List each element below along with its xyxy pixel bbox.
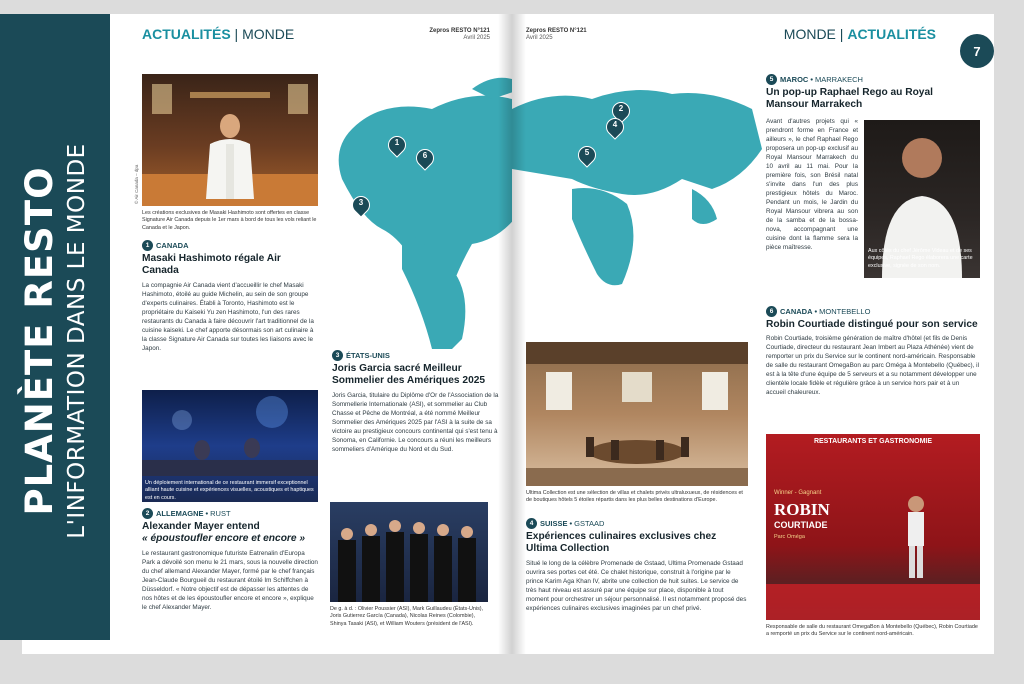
side-band-text [5,41,105,641]
photo-caption-3: De g. à d. : Olivier Poussier (ASI), Mark Guillaudeu (États-Unis), Joris Gutierrez García (Canada), Nicolas Reines (Colombie), Shinya Tasaki (ASI), et William Wouters (président de l'ASI). [330,606,484,627]
right-page [512,14,994,654]
photo-raphael-rego [864,120,980,278]
map-pin-5: 5 [578,146,596,168]
chef-illustration [142,74,318,206]
award-winner-figure [766,434,980,620]
map-pin-4: 4 [606,118,624,140]
article-headline: Un pop-up Raphael Rego au Royal Mansour Marrakech [766,87,933,111]
article-tag: 6 CANADA • MONTEBELLO [766,306,980,317]
article-body: Situé le long de la célèbre Promenade de Gstaad, Ultima Promenade Gstaad ouvrira ses portes cet été. Ce chalet historique, construit à l'origine par le prince Karim Aga Khan IV, abrite une collection de huit suites. Le service de très haut niveau est assuré par une équipe sur place, disponible à tout moment pour orchestrer un séjour personnalisé. Il est notamment proposé des expériences culinaires exclusives imaginées par un chef privé. [526,559,747,612]
page-number: 7 [960,34,994,68]
article-tag: 5 MAROC • MARRAKECH [766,74,972,85]
article-body: Joris Garcia, titulaire du Diplôme d'Or de l'Association de la Sommellerie Internationale (ASI), et sommelier au Club Chasse et Pêche de Montréal, a été nommé Meilleur Sommelier des Amériques 2025 par l'ASI à la suite de sa victoire au prestigieux concours continental qui s'est tenu à Sonoma, en Californie. Le concours a réuni les meilleurs sommeliers d'Amérique du Nord et du Sud. [332,391,499,453]
article-body: Le restaurant gastronomique futuriste Eatrenalin d'Europa Park a dévoilé son menu le 21 mars, sous la nouvelle direction du chef allemand Alexander Mayer, formé par le chef français Jean-Claude Bourgueil du restaurant étoilé Im Schiffchen à Düsseldorf. « Notre objectif est de dépasser les attentes de nos hôtes et de les époustoufler encore et encore », explique le chef Alexander Mayer. [142,549,318,611]
award-banner: RESTAURANTS ET GASTRONOMIE [813,438,933,445]
article-canada-air [142,240,318,353]
article-etats-unis [332,350,502,454]
map-pin-6: 6 [416,149,434,171]
photo-caption-6: Responsable de salle du restaurant OmegaBon à Montebello (Québec), Robin Courtiade a remporté un prix du Service sur le continent nord-américain. [766,624,978,638]
group-people [330,502,488,602]
award-name-first: ROBIN [774,500,830,519]
side-band [0,14,110,640]
article-suisse [526,518,748,613]
photo-ultima-chalet [526,342,748,486]
article-body: La compagnie Air Canada vient d'accueillir le chef Masaki Hashimoto, étoilé au guide Michelin, au sein de son groupe d'experts culinaires. Établi à Toronto, Hashimoto est le propriétaire du Kaiseki Yu zen Hashimoto, l'un des rares restaurants du Canada à faire découvrir l'art traditionnel de la cuisine kaiseki. Le chef apporte désormais son art culinaire à la classe Signature Air Canada sur toutes les liaisons avec le Japon. [142,281,314,352]
article-maroc [766,74,972,115]
article-allemagne [142,508,318,612]
article-tag: 1 CANADA [142,240,318,251]
award-name-last: COURTIADE [774,520,828,530]
photo-caption-1: Les créations exclusives de Masaki Hashimoto sont offertes en classe Signature Air Canada depuis le 1er mars à bord de tous les vols reliant le Canada et le Japon. [142,210,317,231]
article-headline: Expériences culinaires exclusives chez Ultima Collection [526,531,717,555]
side-band-subtitle: L'INFORMATION DANS LE MONDE [63,143,90,539]
article-headline: Robin Courtiade distingué pour son service [766,319,978,330]
world-map-right [512,69,772,299]
award-winner-label: Winner - Gagnant [774,490,822,496]
photo-masaki-hashimoto [142,74,318,206]
photo-caption-5: Aux côtés du chef Jérôme Videau et de ses équipes, Raphael Rego élaborera une carte exclusive, signée de son nom. [868,248,973,269]
photo-robin-courtiade [766,434,980,620]
article-tag: 4 SUISSE • GSTAAD [526,518,748,529]
running-head-left: Zepros RESTO N°121 Avril 2025 [429,28,490,42]
section-rubric-right: MONDE | ACTUALITÉS [783,26,936,42]
map-pin-2: 2 [612,102,630,124]
article-tag: 2 ALLEMAGNE • RUST [142,508,318,519]
article-tag: 3 ÉTATS-UNIS [332,350,502,361]
photo-sommeliers [330,502,488,602]
photo-credit: © Air Canada – dpa [134,164,139,204]
section-rubric-left: ACTUALITÉS | MONDE [142,26,295,42]
article-body: Robin Courtiade, troisième génération de maître d'hôtel (et fils de Denis Courtiade, directeur du restaurant Jean Imbert au Plaza Athénée) vient de remporter un prix du Service sur le continent nord-américain. Responsable de salle du restaurant OmegaBon au parc Oméga à Montebello (Québec), il est à la tête d'une équipe de 5 serveurs et a su notamment développer une clientèle locale fidèle et régulière grâce à un service hors pair et à un accueil chaleureux. [766,335,979,397]
world-map-left [322,69,512,349]
map-pin-3: 3 [352,196,370,218]
photo-caption-4: Ultima Collection est une sélection de villas et chalets privés ultraluxueux, de résidences et de boutiques hôtels 5 étoiles répartis dans les plus belles destinations d'Europe. [526,490,743,504]
chalet-interior [526,342,748,486]
award-venue: Parc Oméga [774,534,805,540]
article-headline: Masaki Hashimoto régale Air Canada [142,253,281,277]
photo-caption-2: Un déploiement international de ce restaurant immersif exceptionnel alliant haute cuisine et expériences visuelles, acoustiques et haptiques est en cours. [145,480,314,501]
page-fold [498,14,526,654]
running-head-right: Zepros RESTO N°121 Avril 2025 [526,28,587,42]
side-band-title: PLANÈTE RESTO [17,166,61,516]
photo-eatrenalin [142,390,318,502]
map-pin-1: 1 [388,136,406,158]
article-canada-montebello [766,306,980,397]
article-headline: Joris Garcia sacré Meilleur Sommelier des Amériques 2025 [332,363,486,387]
article-headline: Alexander Mayer entend « époustoufler encore et encore » [142,521,306,545]
article-body: Avant d'autres projets qui « prendront forme en France et ailleurs », le chef Raphael Rego proposera un pop-up exclusif au Royal Mansour Marrakech du 10 avril au 11 mai. Pour la première fois, son Brésil natal s'invite dans l'un des plus prestigieux hôtels du Maroc. Pendant un mois, le Jardin du Royal Mansour vibrera au son de la samba et de la bossa-nova, accompagnant une cuisine dont la flamme sera la pièce maîtresse. [766,118,858,251]
